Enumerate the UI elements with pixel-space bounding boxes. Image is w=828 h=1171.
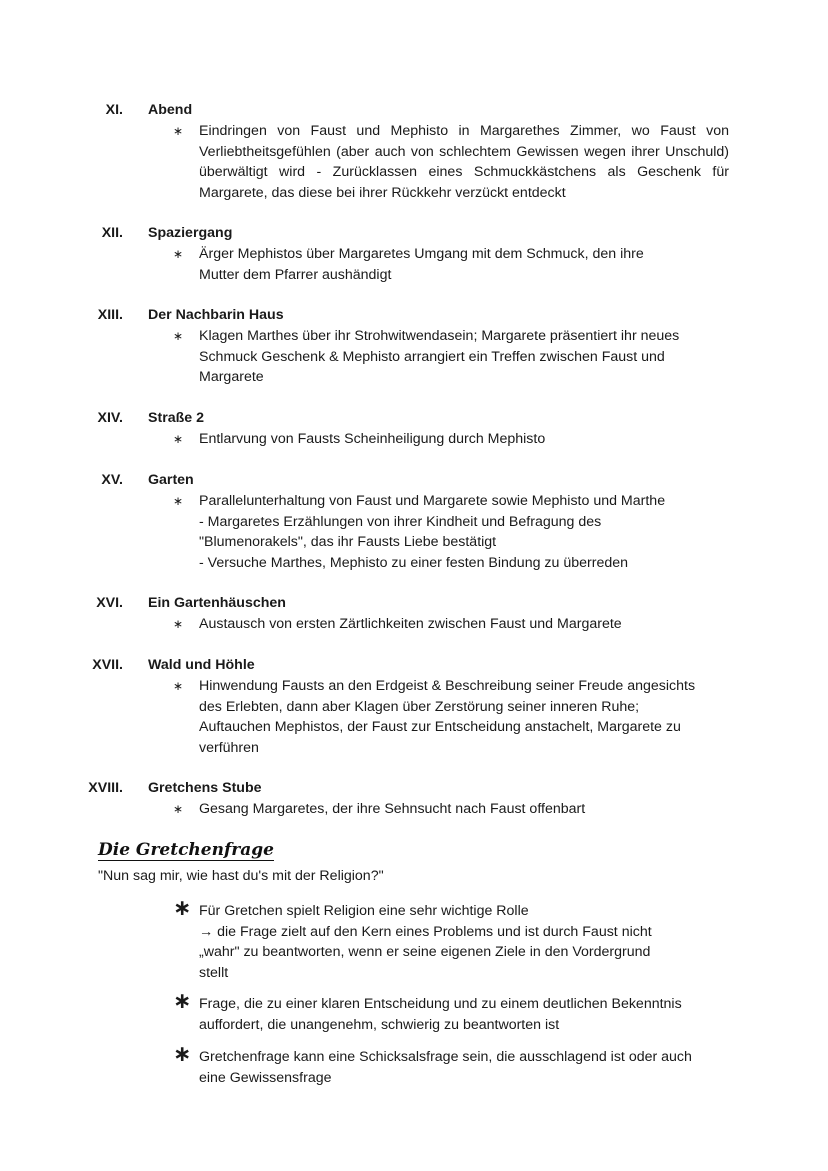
bullet-icon: ∗ [173,679,184,693]
bullet-icon: ∗ [173,617,184,631]
section-point: Frage, die zu einer klaren Entscheidung und zu einem deutlichen Bekenntnis auffordert, die unangenehm, schwierig zu beantworten ist [199,996,682,1033]
scene-title: Spaziergang [148,225,233,241]
section-point: Für Gretchen spielt Religion eine sehr wichtige Rolle → die Frage zielt auf den Kern eines Problems und ist durch Faust nicht „wahr" zu beantworten, wenn er seine eigenen Ziele in den Vordergrund stellt [199,903,652,981]
asterisk-icon: ∗ [173,988,192,1013]
scene-description: Gesang Margaretes, der ihre Sehnsucht nach Faust offenbart [199,801,586,817]
bullet-icon: ∗ [173,802,184,816]
scene-number: XVII. [92,657,123,673]
section-point: Gretchenfrage kann eine Schicksalsfrage sein, die ausschlagend ist oder auch eine Gewissensfrage [199,1049,692,1086]
scene-title: Ein Gartenhäuschen [148,595,286,611]
scene-title: Der Nachbarin Haus [148,307,284,323]
scene-number: XVIII. [88,780,123,796]
asterisk-icon: ∗ [173,895,192,920]
scene-description: Austausch von ersten Zärtlichkeiten zwischen Faust und Margarete [199,616,622,632]
scene-number: XIV. [97,410,123,426]
scene-number: XVI. [96,595,123,611]
scene-number: XV. [101,472,123,488]
scene-number: XII. [101,225,123,241]
scene-title: Gretchens Stube [148,780,262,796]
section-quote: "Nun sag mir, wie hast du's mit der Religion?" [98,868,384,884]
bullet-icon: ∗ [173,124,184,138]
scene-description: Ärger Mephistos über Margaretes Umgang mit dem Schmuck, den ihre Mutter dem Pfarrer aushändigt [199,246,644,283]
asterisk-icon: ∗ [173,1041,192,1066]
scene-title: Straße 2 [148,410,204,426]
scene-description: Hinwendung Fausts an den Erdgeist & Beschreibung seiner Freude angesichts des Erlebten, dann aber Klagen über Zerstörung seiner inneren Ruhe; Auftauchen Mephistos, der Faust zur Entscheidung anstachelt, Margarete zu verführen [199,678,696,756]
scene-description: Klagen Marthes über ihr Strohwitwendasein; Margarete präsentiert ihr neues Schmuck Geschenk & Mephisto arrangiert ein Treffen zwischen Faust und Margarete [199,328,680,385]
scene-number: XI. [105,102,123,118]
bullet-icon: ∗ [173,247,184,261]
bullet-icon: ∗ [173,494,184,508]
bullet-icon: ∗ [173,432,184,446]
scene-description: Eindringen von Faust und Mephisto in Margarethes Zimmer, wo Faust von Verliebtheitsgefühlen (aber auch von schlechtem Gewissen wegen ihrer Unschuld) überwältigt wird - Zurücklassen eines Schmuckkästchens als Geschenk für Margarete, das diese bei ihrer Rückkehr verzückt entdeckt [199,123,729,201]
scene-title: Wald und Höhle [148,657,255,673]
bullet-icon: ∗ [173,329,184,343]
section-heading: Die Gretchenfrage [98,840,274,860]
scene-description: Entlarvung von Fausts Scheinheiligung durch Mephisto [199,431,546,447]
scene-title: Abend [148,102,193,118]
scene-number: XIII. [97,307,123,323]
scene-description: Parallelunterhaltung von Faust und Margarete sowie Mephisto und Marthe - Margaretes Erzählungen von ihrer Kindheit und Befragung des "Blumenorakels", das ihr Fausts Liebe bestätigt - Versuche Marthes, Mephisto zu einer festen Bindung zu überreden [199,493,666,571]
scene-title: Garten [148,472,194,488]
